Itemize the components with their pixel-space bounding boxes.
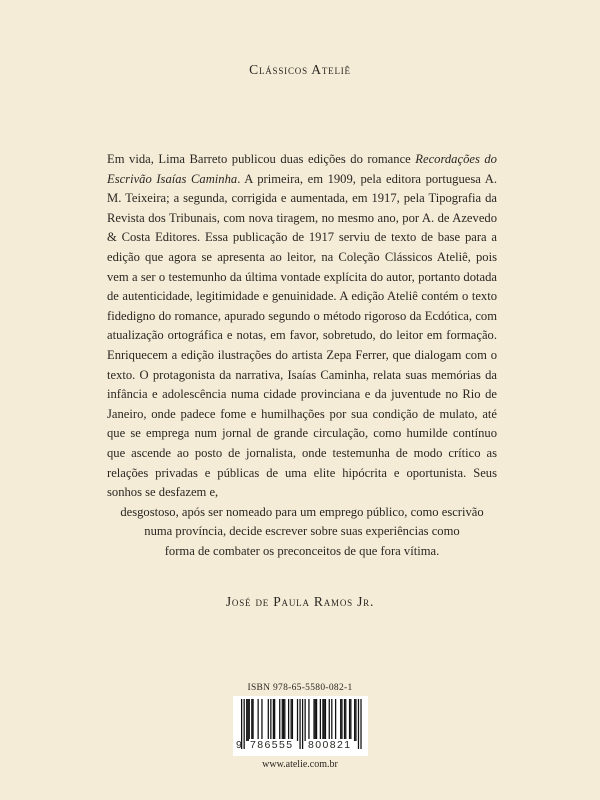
barcode-bar [313,699,314,741]
barcode-bar [345,699,346,741]
barcode-bar [283,699,284,741]
barcode-bar [274,699,275,741]
barcode-bar [335,699,336,741]
barcode-lead-digit: 9 [236,739,242,751]
barcode-bar [251,699,252,741]
barcode-bar [273,699,274,741]
isbn-label: ISBN 978-65-5580-082-1 [247,683,353,693]
back-cover-blurb [107,150,497,561]
barcode-bar [322,699,323,741]
barcode-bar [249,699,250,741]
barcode-bar [270,699,271,741]
barcode-bar [268,699,269,741]
barcode-bar [258,699,259,741]
barcode-bar [297,699,298,741]
barcode-digit-group-1: 786555 [250,739,294,751]
barcode-bar [349,699,350,741]
barcode-bar [329,699,330,741]
book-title: Recordações do Escrivão Isaías Caminha [107,152,497,186]
barcode-bar [308,699,309,741]
barcode-bar [246,699,247,741]
blurb-paragraph [107,150,497,561]
series-title: Clássicos Ateliê [249,62,351,77]
barcode-bar [282,699,283,741]
barcode-digits [237,739,365,753]
barcode-bar [325,699,326,741]
barcode-bar [288,699,289,741]
barcode-bar [324,699,325,741]
barcode-bar [284,699,285,741]
barcode-bar [355,699,356,741]
publisher-website: www.atelie.com.br [262,759,338,770]
blurb-centered-line-3: forma de combater os preconceitos de que fora vítima. [164,543,440,558]
blurb-centered-line-2: numa província, decide escrever sobre suas experiências como [144,524,460,539]
blurb-centered-line-1: desgostoso, após ser nomeado para um emprego público, como escrivão [120,504,484,519]
barcode-bar [320,699,321,741]
barcode-bar [331,699,332,741]
barcode-bar [344,699,345,741]
barcode-bar [247,699,248,741]
barcode-bar [279,699,280,741]
barcode-digit-group-2: 800821 [308,739,352,751]
barcode-bar [340,699,341,741]
barcode-bar [252,699,253,741]
barcode-bar [292,699,293,741]
barcode-bar [305,699,306,741]
author-signature: José de Paula Ramos Jr. [225,594,375,609]
blurb-text-start: Em vida, Lima Barreto publicou duas edições do romance [107,152,416,166]
barcode-bar [261,699,262,741]
barcode-bar [316,699,317,741]
barcode-bar [291,699,292,741]
barcode-bar [354,699,355,741]
barcode-bar [315,699,316,741]
blurb-text-body: . A primeira, em 1909, pela editora portuguesa A. M. Teixeira; a segunda, corrigida e aumentada, em 1917, pela Tipografia da Revista dos Tribunais, com nova tiragem, no mesmo ano, por A. de Azevedo & Costa Editores. Essa publicação de 1917 serviu de texto de base para a edição que agora se apresenta ao leitor, na Coleção Clássicos Ateliê, pois vem a ser o testemunho da última vontade explícita do autor, portanto dotada de autenticidade, legitimidade e genuinidade. A edição Ateliê contém o texto fidedigno do romance, apurado segundo o método rigoroso da Ecdótica, com atualização ortográfica e notas, em favor, sobretudo, do leitor em formação. Enriquecem a edição ilustrações do artista Zepa Ferrer, que dialogam com o texto. O protagonista da narrativa, Isaías Caminha, relata suas memórias da infância e adolescência numa cidade provinciana e da juventude no Rio de Janeiro, onde padece fome e humilhações por sua condição de mulato, até que se emprega num jornal de grande circulação, como humilde contínuo que ascende ao posto de jornalista, onde testemunha de modo crítico as relações privadas e públicas de uma elite hipócrita e oportunista. Seus sonhos se desfazem e, [107,171,497,500]
barcode-bar [350,699,351,741]
barcode-bar [341,699,342,741]
